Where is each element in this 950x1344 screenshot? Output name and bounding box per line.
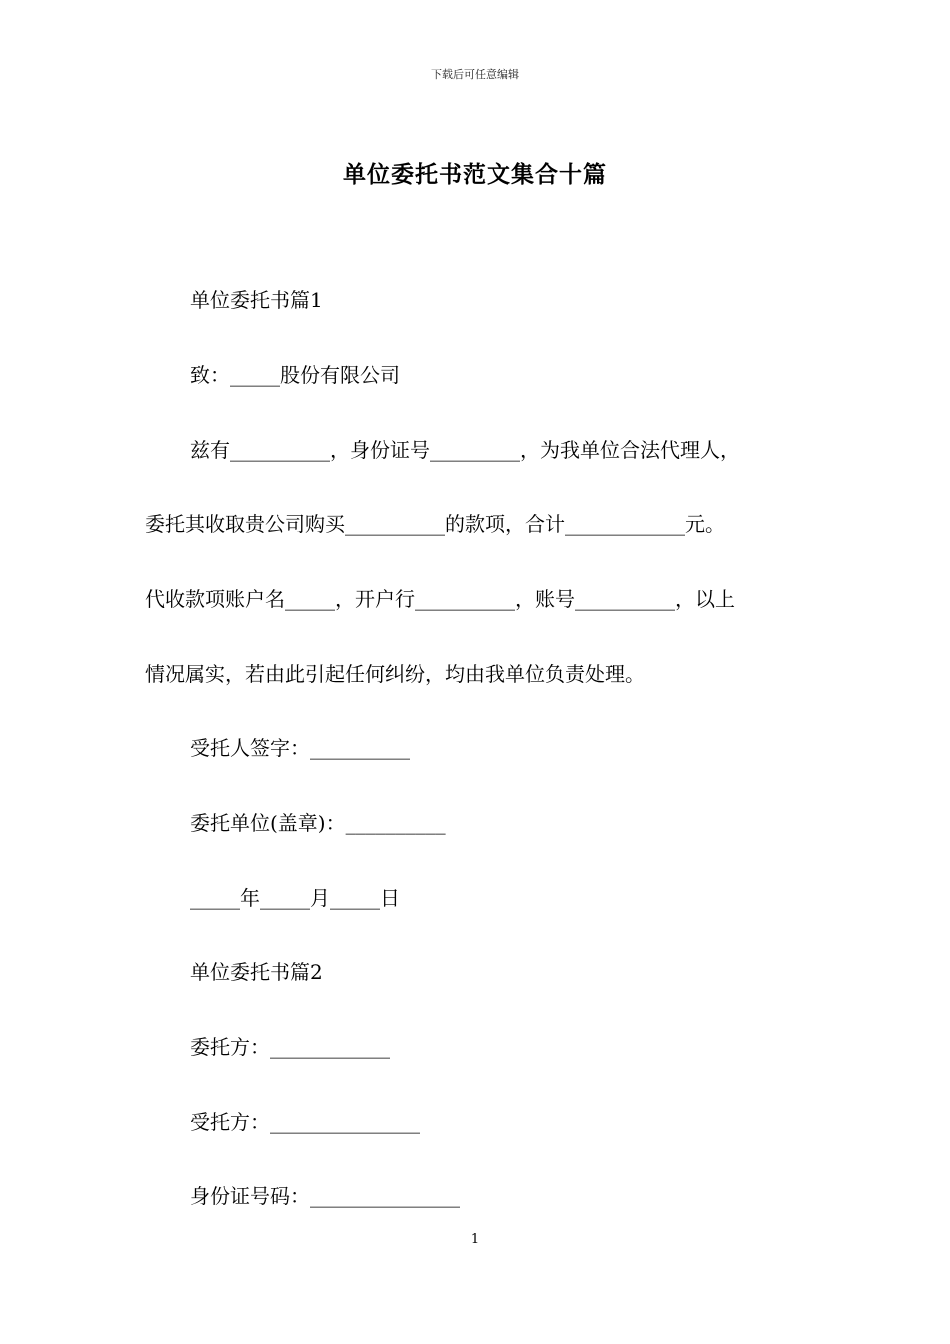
principal-line: 委托方：____________	[190, 1035, 390, 1059]
agent-line: 受托方：_______________	[190, 1110, 420, 1134]
header-note: 下载后可任意编辑	[431, 68, 519, 81]
entrusting-unit-seal-line: 委托单位(盖章)：__________	[190, 811, 446, 835]
addressee-line: 致：_____股份有限公司	[190, 363, 400, 387]
trustee-signature-line: 受托人签字：__________	[190, 736, 410, 760]
document-title: 单位委托书范文集合十篇	[343, 161, 607, 188]
section-heading-1: 单位委托书篇1	[190, 288, 323, 312]
body-paragraph-line: 兹有__________，身份证号_________，为我单位合法代理人，	[190, 438, 740, 462]
id-number-line: 身份证号码：_______________	[190, 1184, 460, 1208]
body-paragraph-line: 情况属实，若由此引起任何纠纷，均由我单位负责处理。	[145, 662, 645, 686]
body-paragraph-line: 委托其收取贵公司购买__________的款项，合计____________元。	[145, 512, 725, 536]
body-paragraph-line: 代收款项账户名_____，开户行__________，账号__________，以上	[145, 587, 735, 611]
page-number: 1	[470, 1232, 480, 1247]
section-heading-2: 单位委托书篇2	[190, 960, 323, 984]
date-line: _____年_____月_____日	[190, 886, 400, 910]
